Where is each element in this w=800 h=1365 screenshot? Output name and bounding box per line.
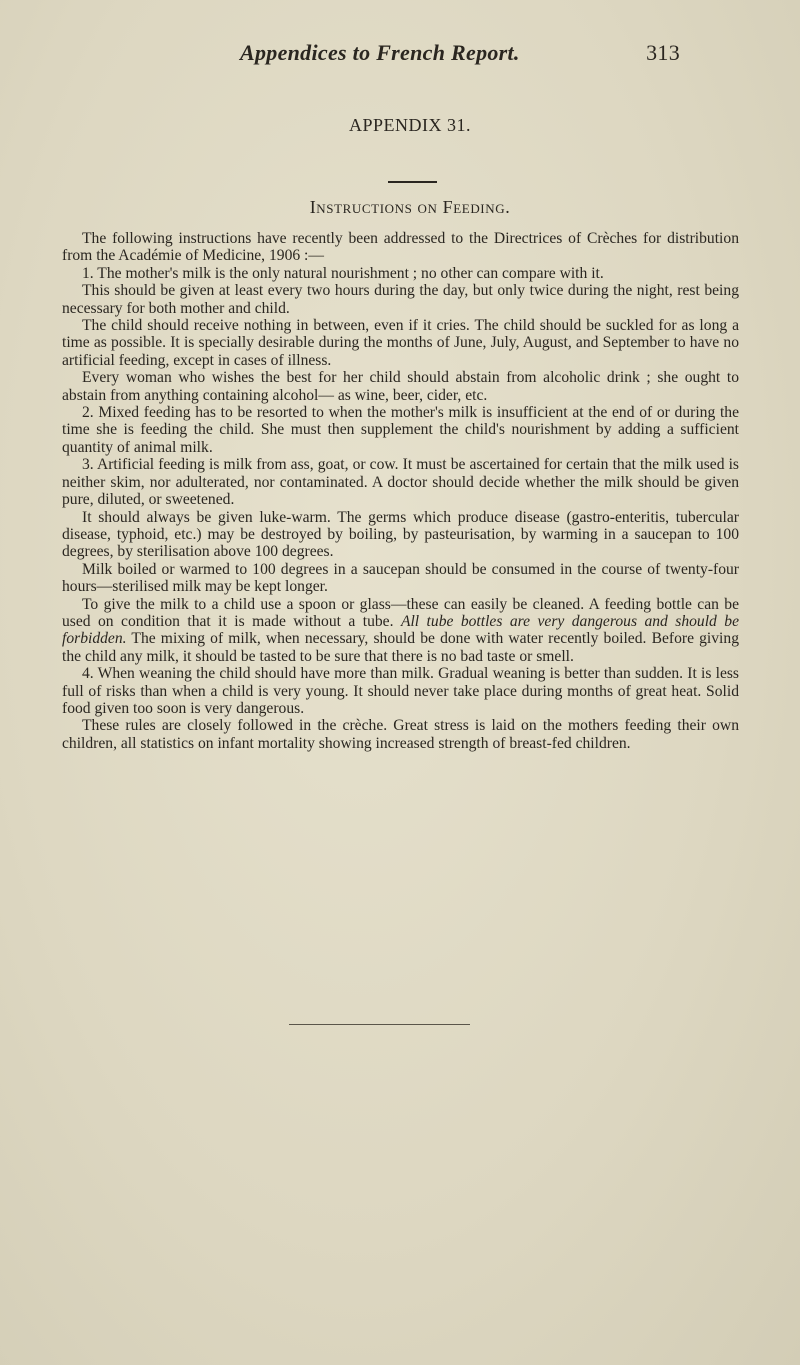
paragraph-item-1: 1. The mother's milk is the only natural nourishment ; no other can compare with it.	[82, 264, 604, 282]
paragraph: It should always be given luke-warm. The germs which produce disease (gastro-enteritis, tubercular disease, typhoid, etc.) may be destroyed by boiling, by pasteurisation, by warming in a saucepan to 100 degrees, by sterilisation above 100 degrees.	[62, 508, 739, 561]
paragraph: The child should receive nothing in between, even if it cries. The child should be suckled for as long a time as possible. It is specially desirable during the months of June, July, August, and September to have no artificial feeding, except in cases of illness.	[62, 317, 739, 369]
italic-warning: All tube bottles are very dangerous and should be forbidden.	[62, 612, 739, 648]
section-title: Instructions on Feeding.	[309, 197, 511, 217]
paragraph-closing: These rules are closely followed in the crèche. Great stress is laid on the mothers feeding their own children, all statistics on infant mortality showing increased strength of breast-fed children.	[62, 717, 739, 752]
paragraph-text: To give the milk to a child use a spoon or glass—these can easily be cleaned. A feeding bottle can be used on condition that it is made without a tube.	[62, 595, 739, 630]
paragraph-intro: The following instructions have recently been addressed to the Directrices of Crèches for distribution from the Académie of Medicine, 1906 :—	[62, 230, 739, 265]
paragraph: Milk boiled or warmed to 100 degrees in a saucepan should be consumed in the course of twenty-four hours—sterilised milk may be kept longer.	[62, 560, 739, 596]
paragraph: This should be given at least every two hours during the day, but only twice during the night, rest being necessary for both mother and child.	[62, 282, 739, 317]
paragraph: Every woman who wishes the best for her child should abstain from alcoholic drink ; she ought to abstain from anything containing alcohol— as wine, beer, cider, etc.	[62, 369, 739, 404]
appendix-title: APPENDIX 31.	[348, 115, 471, 135]
paragraph	[62, 596, 739, 666]
body-text	[62, 230, 739, 752]
running-head	[240, 40, 680, 66]
paragraph-item-3: 3. Artificial feeding is milk from ass, goat, or cow. It must be ascertained for certain that the milk used is neither skim, nor adulterated, nor contaminated. A doctor should decide whether the milk should be given pure, diluted, or sweetened.	[62, 456, 739, 509]
paragraph-item-2: 2. Mixed feeding has to be resorted to when the mother's milk is insufficient at the end of or during the time she is feeding the child. She must then supplement the child's nourishment by adding a sufficient quantity of animal milk.	[62, 404, 739, 456]
paragraph-text: The mixing of milk, when necessary, should be done with water recently boiled. Before giving the child any milk, it should be tasted to be sure that there is no bad taste or smell.	[62, 630, 739, 665]
paragraph-item-4: 4. When weaning the child should have more than milk. Gradual weaning is better than sudden. It is less full of risks than when a child is very young. It should never take place during months of great heat. Solid food given too soon is very dangerous.	[62, 665, 739, 717]
running-head-title: Appendices to French Report.	[240, 40, 520, 65]
title-divider	[388, 181, 437, 183]
bottom-rule	[289, 1024, 470, 1025]
page-number: 313	[646, 40, 680, 65]
